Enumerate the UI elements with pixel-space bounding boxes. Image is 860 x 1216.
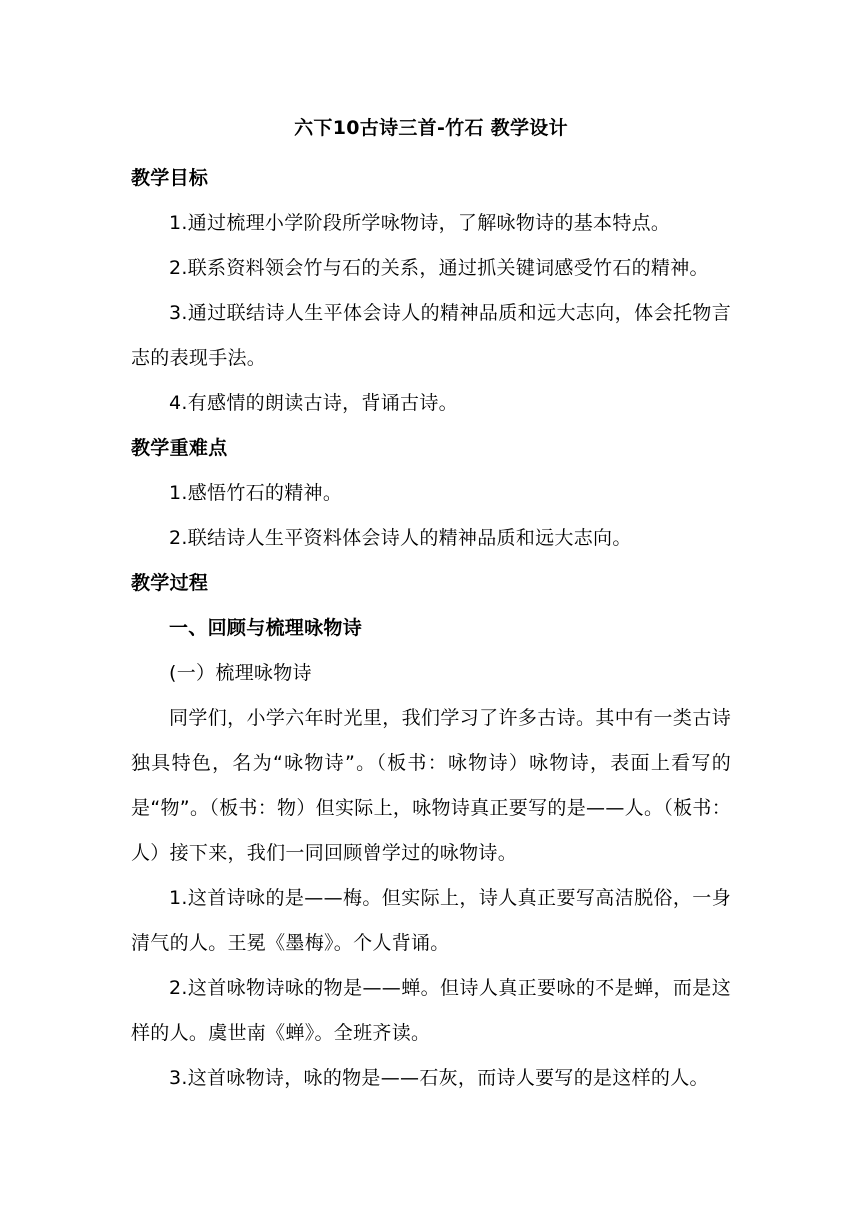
objective-item: 4.有感情的朗读古诗，背诵古诗。 (169, 392, 458, 414)
section-heading-objectives: 教学目标 (131, 167, 209, 189)
objective-item: 1.通过梳理小学阶段所学咏物诗，了解咏物诗的基本特点。 (169, 212, 671, 234)
process-paragraph: 1.这首诗咏的是——梅。但实际上，诗人真正要写高洁脱俗，一身清气的人。王冕《墨梅》。个人背诵。 (131, 887, 731, 954)
document-title: 六下10古诗三首-竹石 教学设计 (294, 117, 568, 139)
process-paragraph: 3.这首咏物诗，咏的物是——石灰，而诗人要写的是这样的人。 (169, 1067, 709, 1089)
key-point-item: 1.感悟竹石的精神。 (169, 482, 343, 504)
process-subheading: 一、回顾与梳理咏物诗 (169, 617, 363, 639)
objective-item: 3.通过联结诗人生平体会诗人的精神品质和远大志向，体会托物言志的表现手法。 (131, 302, 731, 369)
objective-item: 2.联系资料领会竹与石的关系，通过抓关键词感受竹石的精神。 (169, 257, 709, 279)
document-body (131, 112, 731, 1101)
key-point-item: 2.联结诗人生平资料体会诗人的精神品质和远大志向。 (169, 527, 632, 549)
process-paragraph: 2.这首咏物诗咏的物是——蝉。但诗人真正要咏的不是蝉，而是这样的人。虞世南《蝉》。全班齐读。 (131, 977, 731, 1044)
section-heading-key-points: 教学重难点 (131, 437, 228, 459)
process-paragraph: 同学们，小学六年时光里，我们学习了许多古诗。其中有一类古诗独具特色，名为“咏物诗”。（板书：咏物诗）咏物诗，表面上看写的是“物”。（板书：物）但实际上，咏物诗真正要写的是——人。（板书：人）接下来，我们一同回顾曾学过的咏物诗。 (131, 707, 731, 864)
process-subsection: (一）梳理咏物诗 (169, 662, 312, 684)
section-heading-process: 教学过程 (131, 572, 209, 594)
